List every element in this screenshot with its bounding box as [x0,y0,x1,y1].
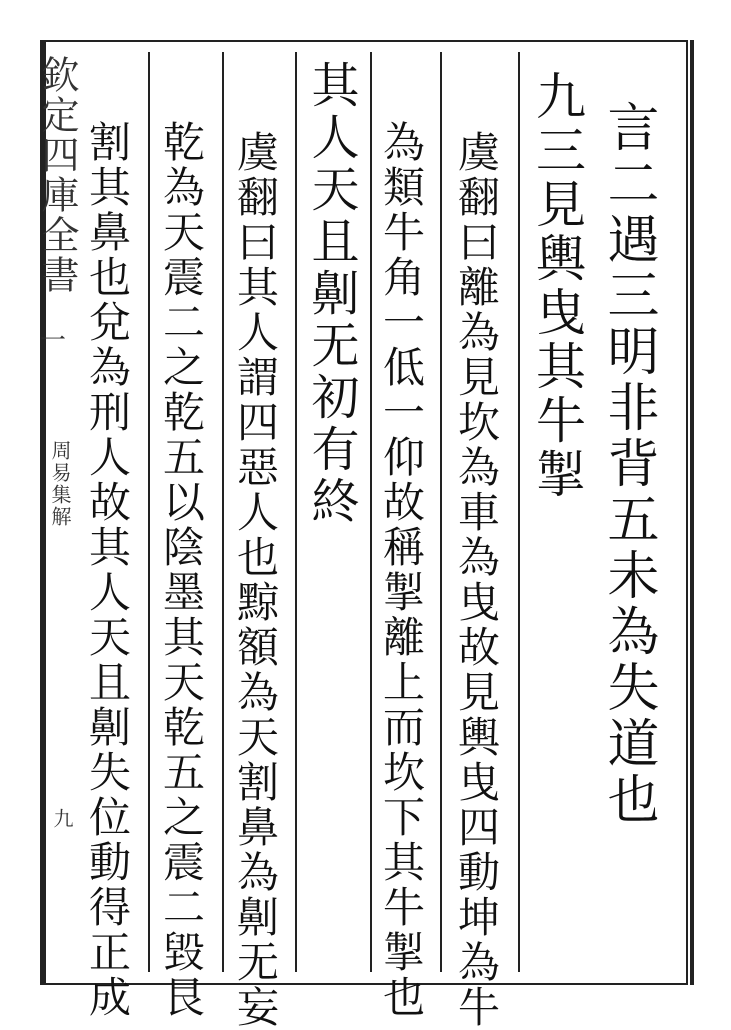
text-column: 虞翻曰離為見坎為車為曳故見輿曳四動坤為牛 [452,130,501,1030]
page-right-edge [690,40,694,985]
text-column: 言二遇三明非背五未為失道也 [598,100,658,828]
column-rule [370,52,372,972]
column-rule [440,52,442,972]
text-column: 為類牛角一低一仰故稱掣離上而坎下其牛掣也 [377,120,426,1020]
margin-page-number: 九 [50,808,74,828]
text-column-heading: 其人天且劓无初有終 [303,60,359,528]
text-column: 割其鼻也兌為刑人故其人天且劓失位動得正成 [83,120,132,1020]
text-column: 虞翻曰其人謂四惡人也黥額為天割鼻為劓无妄 [231,130,280,1030]
column-rule [295,52,297,972]
margin-mark: 一 [40,326,67,356]
margin-subtitle: 周易集解 [48,440,72,528]
column-rule [222,52,224,972]
text-column: 乾為天震二之乾五以陰墨其天乾五之震二毀艮 [157,120,206,1020]
margin-book-title: 欽定四庫全書 [35,55,79,295]
column-rule [518,52,520,972]
text-column-heading: 九三見輿曳其牛掣 [528,70,586,502]
column-rule [148,52,150,972]
page-frame [40,40,688,985]
